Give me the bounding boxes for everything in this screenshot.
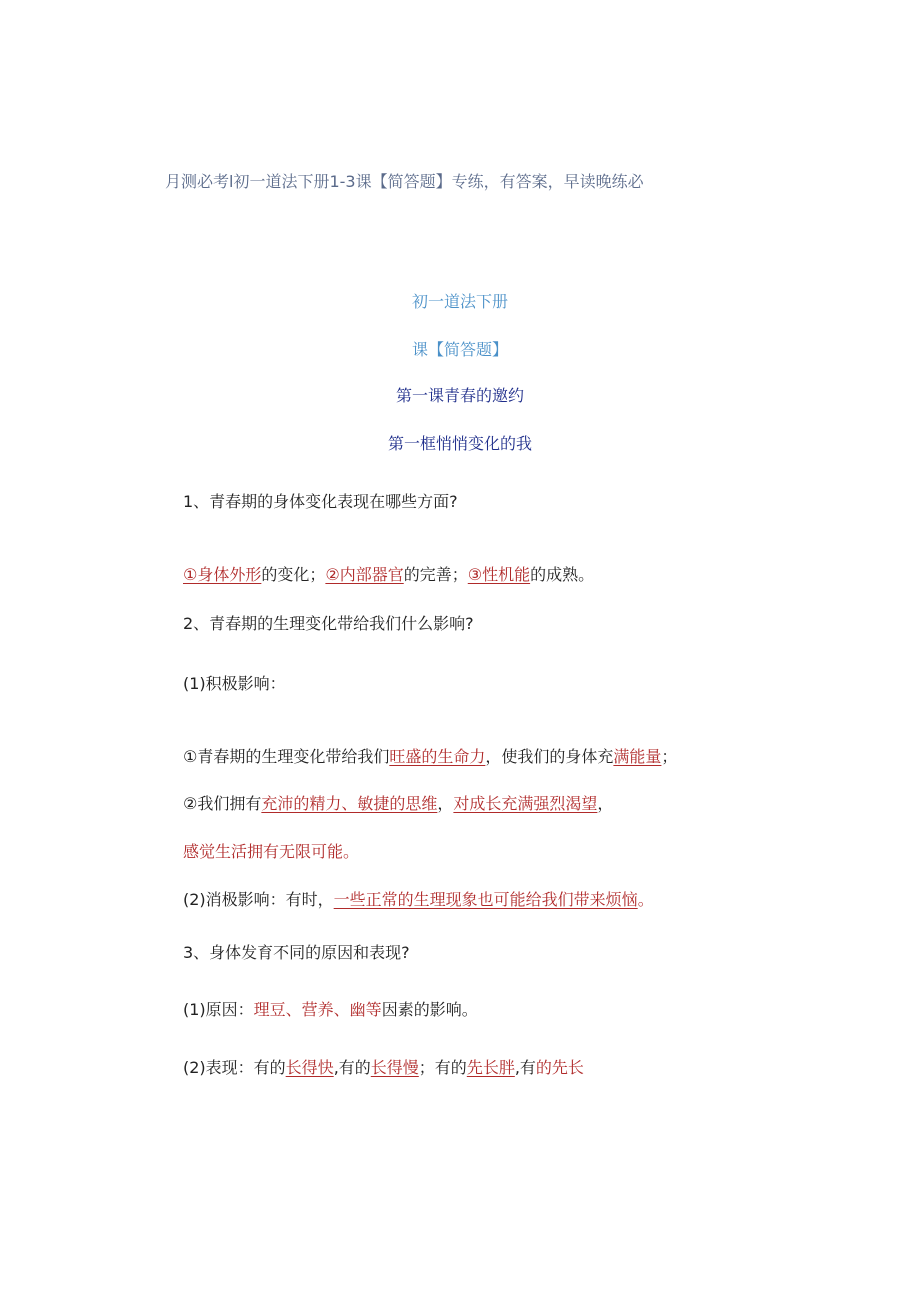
answer-text: ， xyxy=(437,794,454,813)
question-3: 3、身体发育不同的原因和表现? xyxy=(183,943,410,962)
answer-text: 。 xyxy=(637,890,654,909)
cause-point xyxy=(183,999,478,1021)
negative-point xyxy=(183,889,654,911)
answer-text: ；有的 xyxy=(418,1058,467,1077)
answer-blank: 旺盛的生命力 xyxy=(389,747,486,766)
answer-blank: ②内部器官 xyxy=(325,565,404,584)
negative-label: (2)消极影响：有时， xyxy=(183,890,334,909)
book-heading: 初一道法下册 xyxy=(411,292,508,311)
question-1: 1、青春期的身体变化表现在哪些方面? xyxy=(183,492,458,511)
answer-blank: 满能量 xyxy=(613,747,662,766)
answer-text: ,有 xyxy=(514,1058,536,1077)
answer-blank: 长得慢 xyxy=(370,1058,419,1077)
question-2: 2、青春期的生理变化带给我们什么影响? xyxy=(183,614,474,633)
answer-text: ； xyxy=(661,747,678,766)
cause-label: (1)原因： xyxy=(183,1000,254,1019)
answer-1 xyxy=(183,564,594,586)
answer-blank: 对成长充满强烈渴望 xyxy=(453,794,598,813)
answer-blank: 的先长 xyxy=(535,1058,584,1077)
answer-text: ,有的 xyxy=(333,1058,371,1077)
positive-point-2 xyxy=(183,793,613,815)
section-heading: 第一框悄悄变化的我 xyxy=(387,434,532,453)
positive-label: (1)积极影响： xyxy=(183,674,286,693)
answer-text: ，使我们的身体充 xyxy=(485,747,614,766)
answer-blank: 一些正常的生理现象也可能给我们带来烦恼 xyxy=(333,890,638,909)
answer-text: 的完善； xyxy=(403,565,468,584)
answer-blank: 长得快 xyxy=(285,1058,334,1077)
answer-blank: ①身体外形 xyxy=(183,565,262,584)
document-title: 月测必考l初一道法下册1-3课【简答题】专练，有答案，早读晚练必 xyxy=(165,172,644,191)
answer-text: ①青春期的生理变化带给我们 xyxy=(183,747,390,766)
show-point xyxy=(183,1057,584,1079)
positive-point-1 xyxy=(183,746,677,768)
answer-blank: 感觉生活拥有无限可能 xyxy=(183,842,344,861)
lesson-heading: 第一课青春的邀约 xyxy=(395,386,524,405)
answer-blank: ③性机能 xyxy=(467,565,531,584)
answer-text: ②我们拥有 xyxy=(183,794,262,813)
answer-text: 。 xyxy=(343,842,360,861)
answer-text: 的变化； xyxy=(261,565,326,584)
type-heading: 课【简答题】 xyxy=(411,340,508,359)
answer-text: 的成熟。 xyxy=(530,565,595,584)
answer-text: ， xyxy=(597,794,614,813)
answer-blank: 先长胖 xyxy=(466,1058,515,1077)
answer-blank: 理豆、营养、幽等 xyxy=(253,1000,382,1019)
answer-blank: 充沛的精力、敏捷的思维 xyxy=(261,794,438,813)
positive-point-3 xyxy=(183,841,359,863)
answer-text: 因素的影响。 xyxy=(381,1000,478,1019)
show-label: (2)表现：有的 xyxy=(183,1058,286,1077)
